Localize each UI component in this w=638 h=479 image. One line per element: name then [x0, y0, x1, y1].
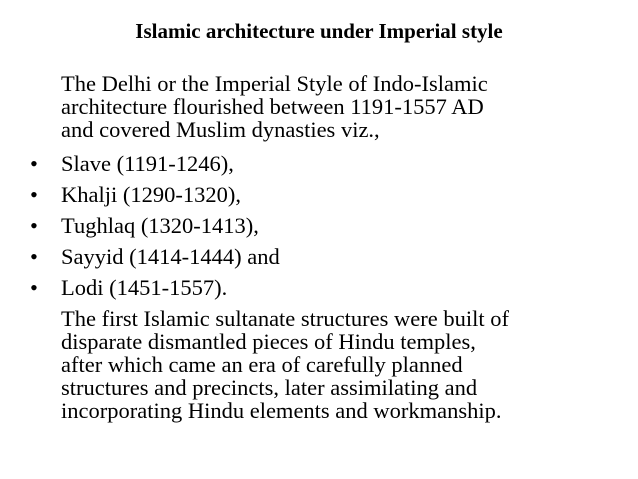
- bullet-icon: •: [30, 182, 38, 207]
- intro-line: architecture flourished between 1191-1557 AD: [61, 94, 484, 119]
- closing-line: disparate dismantled pieces of Hindu temples,: [61, 329, 476, 354]
- dynasty-label: Tughlaq (1320-1413),: [61, 213, 259, 238]
- bullet-icon: •: [30, 275, 38, 300]
- closing-line: The first Islamic sultanate structures were built of: [61, 306, 509, 331]
- intro-paragraph: [30, 72, 630, 141]
- dynasty-label: Sayyid (1414-1444) and: [61, 244, 280, 269]
- dynasty-label: Khalji (1290-1320),: [61, 182, 241, 207]
- closing-paragraph: [30, 307, 630, 422]
- closing-line: incorporating Hindu elements and workmanship.: [61, 398, 502, 423]
- list-item: [30, 241, 630, 272]
- bullet-icon: •: [30, 151, 38, 176]
- list-item: [30, 179, 630, 210]
- bullet-icon: •: [30, 213, 38, 238]
- list-item: [30, 272, 630, 303]
- bullet-icon: •: [30, 244, 38, 269]
- list-item: [30, 210, 630, 241]
- dynasty-label: Slave (1191-1246),: [61, 151, 234, 176]
- intro-line: The Delhi or the Imperial Style of Indo-Islamic: [61, 71, 488, 96]
- slide-title: Islamic architecture under Imperial style: [135, 19, 503, 43]
- closing-line: after which came an era of carefully planned: [61, 352, 463, 377]
- closing-line: structures and precincts, later assimilating and: [61, 375, 478, 400]
- dynasty-list: [30, 148, 630, 303]
- list-item: [30, 148, 630, 179]
- slide-body: [30, 72, 630, 422]
- intro-line: and covered Muslim dynasties viz.,: [61, 117, 380, 142]
- dynasty-label: Lodi (1451-1557).: [61, 275, 228, 300]
